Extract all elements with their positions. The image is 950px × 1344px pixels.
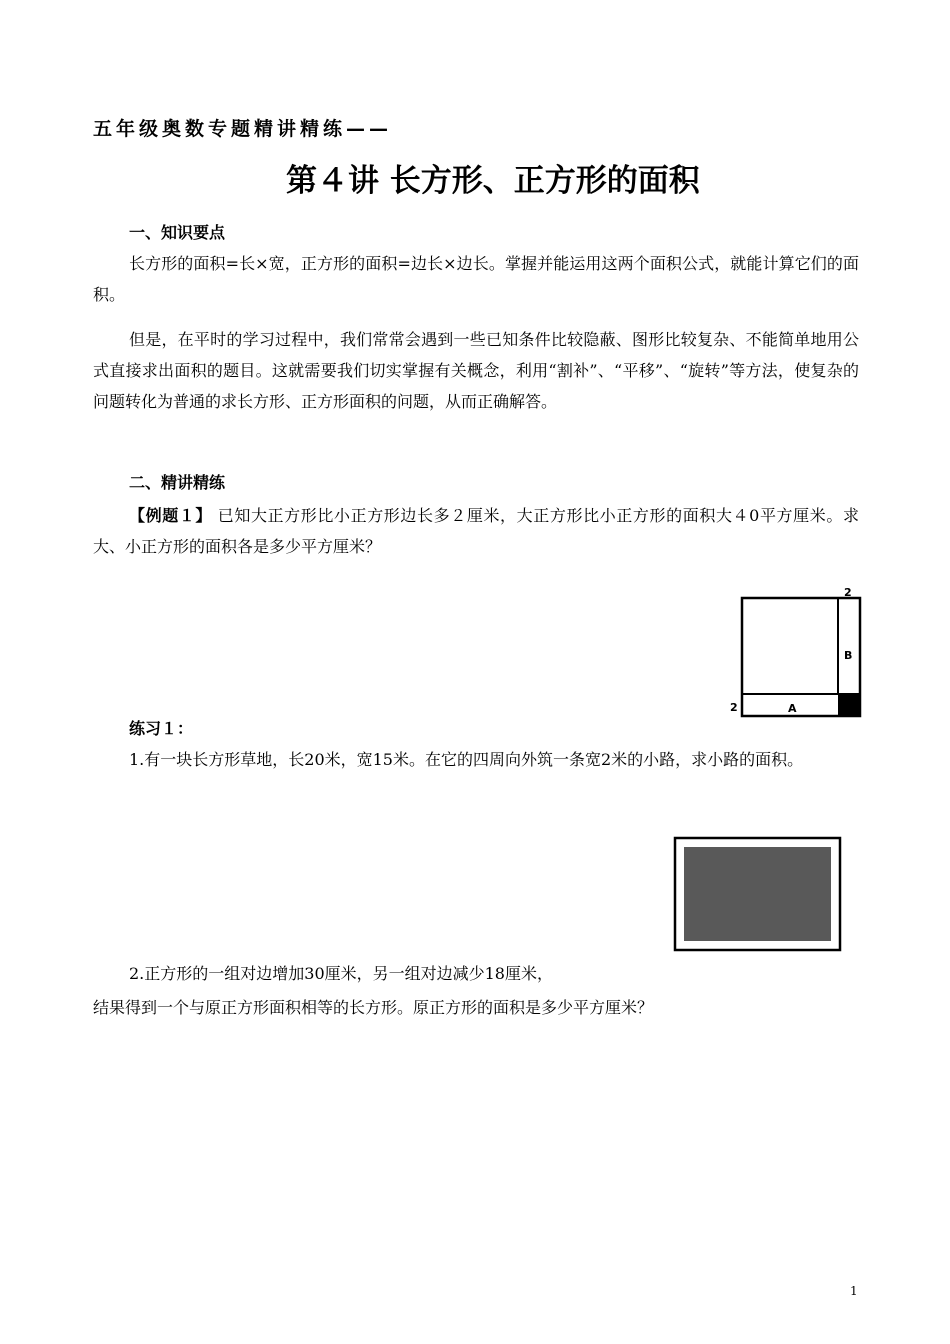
practice-question-2-line2: 结果得到一个与原正方形面积相等的长方形。原正方形的面积是多少平方厘米？ <box>93 998 654 1017</box>
paragraph-methods: 但是，在平时的学习过程中，我们常常会遇到一些已知条件比较隐蔽、图形比较复杂、不能简单地用公式直接求出面积的题目。这就需要我们切实掌握有关概念，利用“割补”、“平移”、“旋转”等方法，使复杂的问题转化为普通的求长方形、正方形面积的问题，从而正确解答。 <box>93 330 859 411</box>
series-title: 五年级奥数专题精讲精练—— <box>93 118 393 140</box>
practice-heading: 练习１： <box>129 719 194 738</box>
label-left: 2 <box>730 701 738 714</box>
page-number: 1 <box>850 1284 858 1298</box>
example-1 <box>93 500 859 562</box>
label-right: B <box>844 649 853 662</box>
corner-square <box>838 694 860 716</box>
practice-question-2-line1: 2.正方形的一组对边增加30厘米，另一组对边减少18厘米， <box>129 964 553 983</box>
squares-figure <box>726 584 866 720</box>
section-heading-knowledge: 一、知识要点 <box>129 223 226 242</box>
example-1-label: 【例题１】 <box>129 506 213 525</box>
practice-question-1: 1.有一块长方形草地，长20米，宽15米。在它的四周向外筑一条宽2米的小路，求小路的面积。 <box>129 750 804 769</box>
lecture-title: 第４讲 长方形、正方形的面积 <box>286 163 700 199</box>
lawn-path-figure <box>673 836 843 954</box>
example-1-text: 已知大正方形比小正方形边长多２厘米，大正方形比小正方形的面积大４0平方厘米。求大、小正方形的面积各是多少平方厘米？ <box>93 506 859 556</box>
lawn-rect <box>684 847 831 941</box>
label-bottom: A <box>788 702 797 715</box>
label-top: 2 <box>844 586 852 599</box>
paragraph-formulas: 长方形的面积=长×宽，正方形的面积=边长×边长。掌握并能运用这两个面积公式，就能计算它们的面积。 <box>93 254 859 304</box>
section-heading-practice: 二、精讲精练 <box>129 473 226 492</box>
